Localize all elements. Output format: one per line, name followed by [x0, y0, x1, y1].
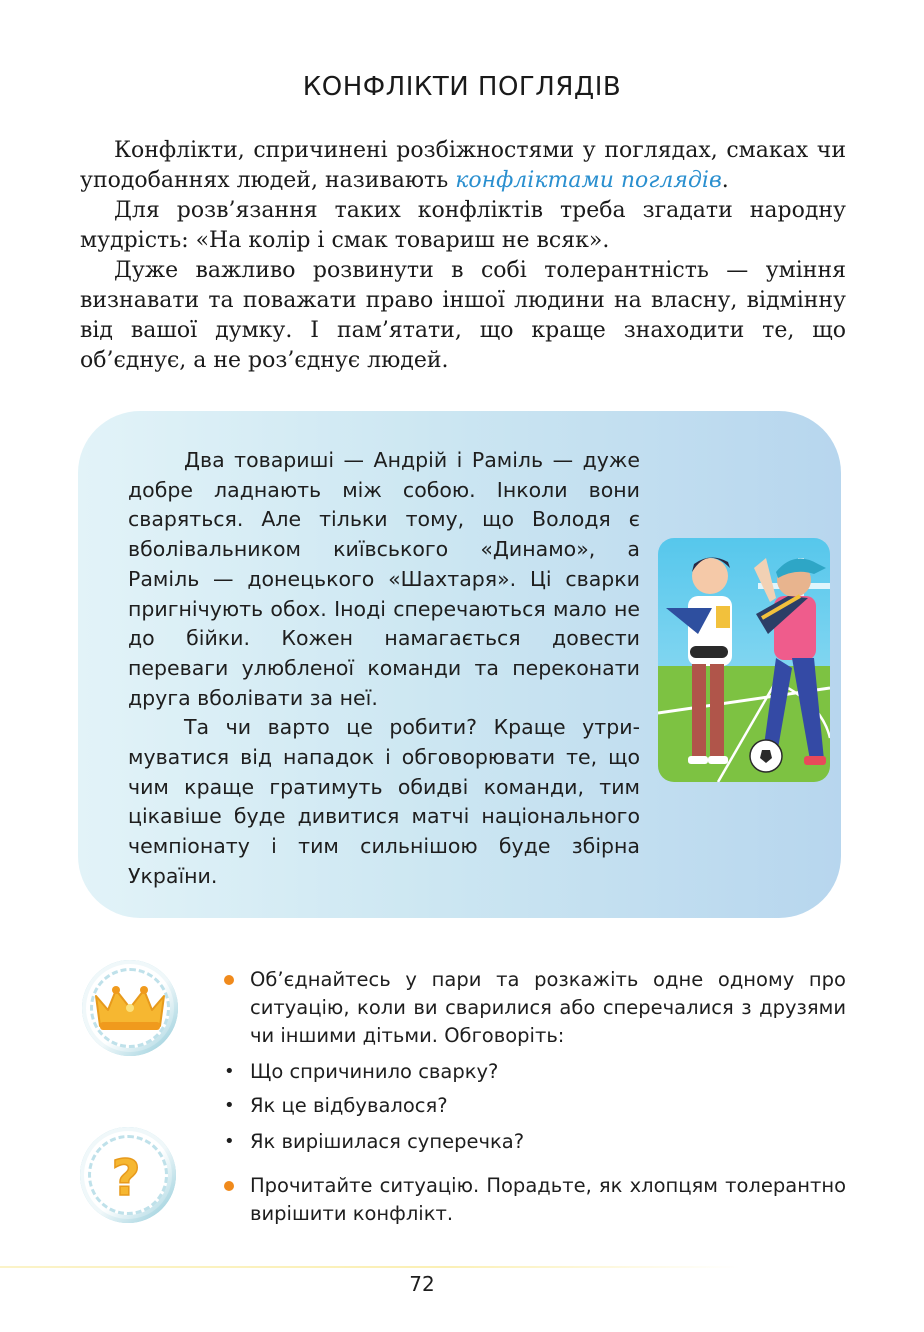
intro-paragraph-2: Для розв’язання таких конфліктів треба згадати народну мудрість: «На колір і смак товариш не всяк».: [80, 198, 846, 253]
crown-icon: [82, 960, 178, 1056]
question-text: Що спричинило сварку?: [250, 1060, 499, 1083]
bullet-icon: •: [224, 1095, 235, 1116]
task-2: [222, 1172, 846, 1228]
task-2-text: Прочитайте ситуацію. Порадьте, як хлопцям толерантно вирішити конфлікт.: [250, 1174, 846, 1225]
story-text: [128, 446, 640, 892]
intro-paragraph-1: [80, 136, 846, 196]
orange-bullet-icon: [224, 975, 234, 985]
bullet-icon: •: [224, 1131, 235, 1152]
intro-paragraph-1-text: Конфлікти, спричинені розбіжностями у поглядах, смаках чи уподобаннях людей, називають: [80, 138, 846, 193]
story-paragraph-2: Та чи варто це робити? Краще утримуватися від нападок і обговорювати те, що чим краще гратимуть обидві команди, тим цікавіше буде дивитися матчі національного чемпіонату і тим сильнішою буде збірна України.: [128, 715, 640, 888]
footer-divider: [0, 1266, 740, 1268]
svg-text:?: ?: [111, 1149, 141, 1207]
story-paragraph-1: Два товариші — Андрій і Раміль — дуже добре ладнають між собою. Інколи вони сваряться. Але тільки тому, що Володя є вболівальником київського «Динамо», а Раміль — донецького «Шахтаря». Ці сварки пригнічують обох. Іноді сперечаються мало не до бійки. Кожен намагається довести переваги улюбленої команди та переконати друга вболівати за неї.: [128, 448, 640, 710]
bullet-icon: •: [224, 1061, 235, 1082]
question-item: [222, 1058, 846, 1086]
page-number: 72: [409, 1272, 435, 1296]
orange-bullet-icon: [224, 1181, 234, 1191]
intro-paragraph-1-end: .: [721, 168, 729, 193]
question-item: [222, 1092, 846, 1120]
question-text: Як це відбувалося?: [250, 1094, 448, 1117]
task-1: [222, 966, 846, 1050]
football-fans-illustration: [658, 538, 830, 782]
question-item: [222, 1128, 846, 1156]
crown-icon-badge: [82, 960, 178, 1056]
page-title: КОНФЛІКТИ ПОГЛЯДІВ: [302, 72, 622, 102]
question-icon-badge: [80, 1127, 176, 1223]
intro-text: [80, 136, 846, 376]
task-1-text: Об’єднайтесь у пари та розкажіть одне одному про ситуацію, коли ви сварилися або сперечалися з друзями чи іншими дітьми. Обговоріть:: [250, 968, 846, 1047]
question-text: Як вирішилася суперечка?: [250, 1130, 525, 1153]
question-mark-icon: [80, 1127, 176, 1223]
highlighted-term: конфліктами поглядів: [455, 168, 722, 193]
intro-paragraph-3: Дуже важливо розвинути в собі толерантність — уміння визнавати та поважати право іншої людини на власну, відмінну від вашої думку. І пам’ятати, що краще знаходити те, що об’єднує, а не роз’єднує людей.: [80, 258, 846, 373]
